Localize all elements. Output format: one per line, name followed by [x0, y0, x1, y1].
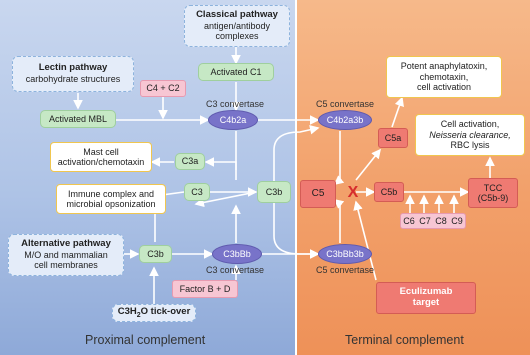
c5-convertase-top-label: C5 convertase — [316, 99, 375, 109]
lectin-pathway-title: Lectin pathway — [38, 62, 108, 74]
mast-cell-line2: activation/chemotaxin — [57, 157, 145, 167]
c6-label: C6 — [403, 215, 415, 226]
immune-complex-box — [56, 184, 166, 214]
alternative-pathway-box — [8, 234, 124, 276]
immune-complex-line2: microbial opsonization — [66, 199, 156, 209]
tcc-line1: TCC — [483, 182, 503, 193]
eculizumab-line1: Eculizumab — [399, 286, 453, 298]
classical-pathway-line2: complexes — [215, 31, 259, 42]
c5b-node: C5b — [374, 182, 404, 202]
c3-convertase-top-label: C3 convertase — [206, 99, 265, 109]
c3-node: C3 — [184, 183, 210, 201]
anaphylatoxin-box — [386, 56, 502, 98]
c3bbb3b-node: C3bBb3b — [318, 244, 372, 264]
c3b-center-node: C3b — [257, 181, 291, 203]
mast-cell-box — [50, 142, 152, 172]
cell-activation-box — [415, 114, 525, 156]
c5-node: C5 — [300, 180, 336, 208]
c4-c2-node: C4 + C2 — [140, 80, 186, 97]
c4b2a-node: C4b2a — [208, 110, 258, 130]
eculizumab-box — [376, 282, 476, 314]
cell-activation-line3: RBC lysis — [450, 140, 490, 151]
tcc-node — [468, 178, 518, 208]
activated-mbl-node: Activated MBL — [40, 110, 116, 128]
cell-activation-line2: Neisseria clearance, — [429, 129, 511, 140]
eculizumab-line2: target — [412, 297, 440, 308]
activated-c1-node: Activated C1 — [198, 63, 274, 81]
c5a-node: C5a — [378, 128, 408, 148]
cell-activation-line1: Cell activation, — [440, 119, 500, 130]
classical-pathway-title: Classical pathway — [196, 9, 278, 21]
tickover-box — [112, 304, 196, 322]
classical-pathway-box — [184, 5, 290, 47]
c5-convertase-bottom-label: C5 convertase — [316, 265, 375, 275]
immune-complex-line1: Immune complex and — [67, 188, 155, 199]
alternative-pathway-title: Alternative pathway — [21, 238, 111, 250]
alternative-pathway-line2: cell membranes — [34, 260, 98, 271]
anaphylatoxin-line1: Potent anaphylatoxin, — [400, 61, 488, 72]
factor-b-d-node: Factor B + D — [172, 280, 238, 298]
terminal-complement-label: Terminal complement — [345, 333, 464, 347]
alternative-pathway-line1: M/O and mammalian — [24, 250, 108, 261]
c3b-left-node: C3b — [139, 245, 172, 263]
tcc-line2: (C5b-9) — [477, 193, 509, 203]
classical-pathway-line1: antigen/antibody — [203, 21, 271, 32]
c4b2a3b-node: C4b2a3b — [318, 110, 372, 130]
lectin-pathway-line1: carbohydrate structures — [25, 74, 121, 85]
c6-c9-node — [400, 213, 466, 229]
c3a-node: C3a — [175, 153, 205, 170]
block-x-icon: X — [347, 183, 359, 201]
c3-convertase-bottom-label: C3 convertase — [206, 265, 265, 275]
anaphylatoxin-line3: cell activation — [416, 82, 472, 93]
c7-label: C7 — [419, 215, 431, 226]
proximal-complement-label: Proximal complement — [85, 333, 206, 347]
c3bbb-node: C3bBb — [212, 244, 262, 264]
lectin-pathway-box — [12, 56, 134, 92]
c9-label: C9 — [451, 215, 463, 226]
tickover-label: $C3H_2O$ tick-over — [117, 305, 191, 319]
anaphylatoxin-line2: chemotaxin, — [419, 71, 469, 82]
c8-label: C8 — [435, 215, 447, 226]
mast-cell-line1: Mast cell — [83, 146, 119, 157]
